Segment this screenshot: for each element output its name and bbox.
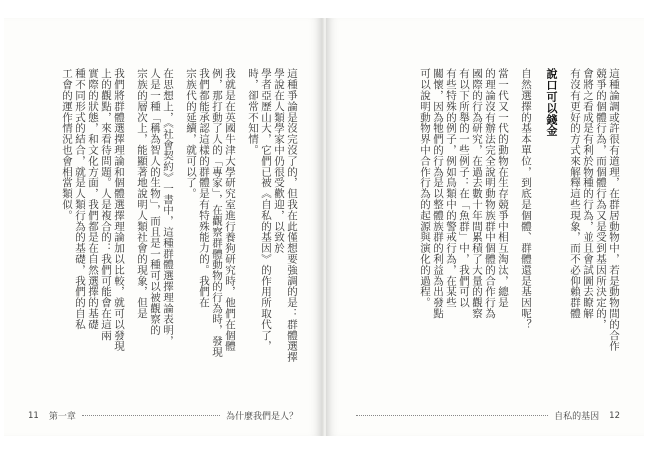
text-column: 我們都能承認這樣的群體是有特殊能力的。我們在	[198, 68, 210, 308]
text-column: 競爭的個體行為，而個體行為又是受到基因所決定的，	[595, 68, 607, 330]
paragraph-gap	[236, 68, 246, 408]
text-column: 實際的狀態，和文化方面，我們都是在自然選擇的基礎	[87, 68, 99, 330]
text-column: 上的觀點，來看待問題。人是複合的：我們可能會在這兩	[100, 68, 112, 341]
text-column: 時，卻常不知情。	[247, 68, 259, 156]
text-column: 這種爭論是沒完沒了的，但我在此僅想要強調的是：群體選擇	[286, 68, 298, 363]
text-column: 在思想上，《社會契約》一書中，這種群體選擇理論表明，	[162, 68, 174, 347]
paragraph-gap	[558, 68, 568, 408]
paragraph-gap	[125, 68, 135, 408]
paragraph-gap	[174, 68, 184, 408]
text-column: 有沒有更好的方式來解釋這些現象，而不必仰賴群體	[569, 68, 581, 319]
text-column: 學說在人類學家中仍很受歡迎，以致於	[273, 68, 285, 254]
right-page	[326, 18, 644, 436]
text-column: 當一代又一代的動物在生存競爭中相互淘汰，總是	[497, 68, 509, 308]
right-page-text	[350, 68, 620, 408]
text-column: 例，那打動了人的「專家」，在觀察群體動物的行為時，發現	[211, 68, 223, 358]
running-title: 為什麼我們是人？	[225, 412, 298, 422]
text-column: 會將之看成是有利於物種的行為，並且會試圖去瞭解	[582, 68, 594, 319]
text-column: 國際的行為研究，在過去數十年間累積了大量的觀察	[471, 68, 483, 319]
text-column: 關懷，因為牠們的行為是以整體族群的利益為出發點	[432, 68, 444, 319]
dotted-leader	[356, 415, 548, 416]
text-column: 可以說明動物界中合作行為的起源與演化的過程。	[419, 68, 431, 308]
paragraph-gap	[532, 68, 542, 408]
text-column: 人是一種「稱為智人的生物」，而且是一種可以被觀察的	[149, 68, 161, 336]
text-column: 學者亞歷山大，它們已被《自私的基因》的作用所取代了，	[260, 68, 272, 352]
running-title: 自私的基因	[554, 412, 600, 422]
text-column: 這種論調或許很有道理，在群居動物中，若是動物間的合作	[608, 68, 620, 352]
left-page-footer	[28, 409, 298, 422]
text-column: 宗族代的延續，就可以了。	[185, 68, 197, 199]
chapter-label: 第一章	[48, 412, 76, 422]
right-page-footer	[350, 409, 620, 422]
text-column: 我們將群體選擇理論和個體選擇理論加以比較，就可以發現	[113, 68, 125, 352]
page-number: 11	[28, 410, 39, 421]
dotted-leader	[82, 415, 220, 416]
text-column: 自然選擇的基本單位，到底是個體、群體還是基因呢？	[520, 68, 532, 330]
text-column: 種不同形式的結合，就是人類行為的基礎，我們的自私	[74, 68, 86, 330]
paragraph-gap	[509, 68, 519, 408]
section-heading: 說口可以錢金	[545, 68, 558, 137]
text-column: 宗族的層次上，能顯著地說明人類社會的現象，但是	[136, 68, 148, 319]
left-page-text	[28, 68, 298, 408]
left-page	[4, 18, 322, 436]
page-number: 12	[609, 410, 620, 421]
text-column: 有以下所舉的一些例子：在「魚群」中，我們可以	[458, 68, 470, 308]
text-column: 工會的運作情況也會相當類似。	[61, 68, 73, 221]
text-column: 有些特殊的例子，例如鳥類中的警戒行為，在某些	[445, 68, 457, 308]
text-column: 的理論沒有辦法完全說明動物族群中個體的合作行為	[484, 68, 496, 319]
text-column: 我就是在英國牛津大學研究室進行養狗研究時，他們在個體	[224, 68, 236, 352]
